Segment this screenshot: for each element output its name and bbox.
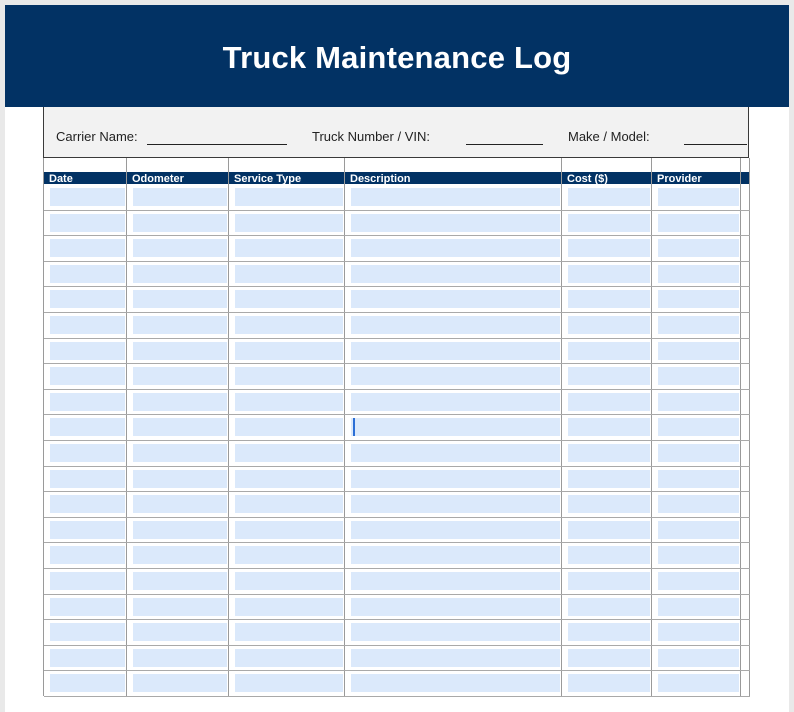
row-divider [44,645,750,646]
cell-date-input[interactable] [50,367,125,385]
cell-cost-input[interactable] [568,495,650,513]
cell-date-input[interactable] [50,495,125,513]
cell-date-input[interactable] [50,342,125,360]
truck-number-label: Truck Number / VIN: [312,129,430,144]
cell-description-input[interactable] [351,470,560,488]
carrier-name-field[interactable] [147,144,287,145]
row-divider [44,440,750,441]
cell-description-input[interactable] [351,444,560,462]
column-header-cost: Cost ($) [567,173,608,184]
column-divider [561,158,562,696]
column-header-service-type: Service Type [234,173,302,184]
cell-provider-input[interactable] [658,214,739,232]
cell-cost-input[interactable] [568,649,650,667]
cell-date-input[interactable] [50,239,125,257]
cell-date-input[interactable] [50,188,125,206]
cell-service-type-input[interactable] [235,572,343,590]
cell-provider-input[interactable] [658,572,739,590]
column-header-provider: Provider [657,173,702,184]
cell-date-input[interactable] [50,649,125,667]
cell-cost-input[interactable] [568,188,650,206]
cell-provider-input[interactable] [658,674,739,692]
row-divider [44,542,750,543]
cell-odometer-input[interactable] [133,239,227,257]
cell-odometer-input[interactable] [133,495,227,513]
cell-date-input[interactable] [50,623,125,641]
cell-odometer-input[interactable] [133,316,227,334]
row-divider [44,619,750,620]
cell-cost-input[interactable] [568,674,650,692]
cell-service-type-input[interactable] [235,649,343,667]
make-model-label: Make / Model: [568,129,650,144]
row-divider [44,594,750,595]
cell-service-type-input[interactable] [235,342,343,360]
cell-provider-input[interactable] [658,265,739,283]
cell-description-input[interactable] [351,316,560,334]
cell-cost-input[interactable] [568,444,650,462]
cell-description-input[interactable] [351,239,560,257]
cell-cost-input[interactable] [568,598,650,616]
cell-description-input[interactable] [351,393,560,411]
cell-date-input[interactable] [50,316,125,334]
cell-cost-input[interactable] [568,342,650,360]
cell-date-input[interactable] [50,470,125,488]
cell-description-input[interactable] [351,418,560,436]
cell-cost-input[interactable] [568,623,650,641]
truck-number-field[interactable] [466,144,543,145]
cell-date-input[interactable] [50,444,125,462]
cell-date-input[interactable] [50,214,125,232]
cell-odometer-input[interactable] [133,418,227,436]
cell-cost-input[interactable] [568,290,650,308]
row-divider [44,338,750,339]
cell-provider-input[interactable] [658,418,739,436]
column-divider [740,158,741,696]
cell-service-type-input[interactable] [235,521,343,539]
cell-provider-input[interactable] [658,393,739,411]
column-divider [749,158,750,696]
cell-provider-input[interactable] [658,623,739,641]
cell-date-input[interactable] [50,418,125,436]
cell-odometer-input[interactable] [133,444,227,462]
row-divider [44,261,750,262]
cell-service-type-input[interactable] [235,674,343,692]
cell-date-input[interactable] [50,546,125,564]
cell-odometer-input[interactable] [133,674,227,692]
cell-odometer-input[interactable] [133,572,227,590]
cell-provider-input[interactable] [658,649,739,667]
cell-provider-input[interactable] [658,290,739,308]
maintenance-table [43,158,750,698]
cell-cost-input[interactable] [568,546,650,564]
column-divider [344,158,345,696]
cell-service-type-input[interactable] [235,444,343,462]
cell-service-type-input[interactable] [235,623,343,641]
carrier-name-label: Carrier Name: [56,129,138,144]
row-divider [44,363,750,364]
column-divider [651,158,652,696]
cell-provider-input[interactable] [658,598,739,616]
cell-service-type-input[interactable] [235,546,343,564]
cell-service-type-input[interactable] [235,239,343,257]
cell-description-input[interactable] [351,265,560,283]
cell-description-input[interactable] [351,367,560,385]
cell-odometer-input[interactable] [133,470,227,488]
cell-cost-input[interactable] [568,214,650,232]
column-divider [43,158,44,696]
row-divider [44,466,750,467]
row-divider [44,568,750,569]
cell-provider-input[interactable] [658,521,739,539]
cell-cost-input[interactable] [568,316,650,334]
cell-cost-input[interactable] [568,470,650,488]
cell-date-input[interactable] [50,265,125,283]
row-divider [44,696,750,697]
cell-description-input[interactable] [351,214,560,232]
cell-service-type-input[interactable] [235,265,343,283]
cell-provider-input[interactable] [658,188,739,206]
cell-cost-input[interactable] [568,521,650,539]
cell-cost-input[interactable] [568,239,650,257]
cell-provider-input[interactable] [658,316,739,334]
cell-odometer-input[interactable] [133,623,227,641]
cell-provider-input[interactable] [658,470,739,488]
cell-cost-input[interactable] [568,418,650,436]
cell-service-type-input[interactable] [235,290,343,308]
cell-service-type-input[interactable] [235,367,343,385]
cell-description-input[interactable] [351,546,560,564]
cell-cost-input[interactable] [568,393,650,411]
cell-odometer-input[interactable] [133,521,227,539]
cell-cost-input[interactable] [568,367,650,385]
cell-odometer-input[interactable] [133,598,227,616]
row-divider [44,312,750,313]
cell-service-type-input[interactable] [235,598,343,616]
cell-provider-input[interactable] [658,444,739,462]
cell-date-input[interactable] [50,393,125,411]
cell-odometer-input[interactable] [133,290,227,308]
cell-service-type-input[interactable] [235,316,343,334]
cell-odometer-input[interactable] [133,214,227,232]
cell-service-type-input[interactable] [235,470,343,488]
cell-provider-input[interactable] [658,367,739,385]
column-divider [126,158,127,696]
cell-service-type-input[interactable] [235,393,343,411]
cell-service-type-input[interactable] [235,495,343,513]
cell-service-type-input[interactable] [235,418,343,436]
cell-description-input[interactable] [351,342,560,360]
row-divider [44,210,750,211]
cell-odometer-input[interactable] [133,342,227,360]
page [5,5,789,712]
cell-description-input[interactable] [351,649,560,667]
row-divider [44,491,750,492]
cell-service-type-input[interactable] [235,188,343,206]
cell-date-input[interactable] [50,521,125,539]
cell-odometer-input[interactable] [133,649,227,667]
row-divider [44,235,750,236]
cell-description-input[interactable] [351,572,560,590]
cell-odometer-input[interactable] [133,188,227,206]
cell-cost-input[interactable] [568,265,650,283]
cell-odometer-input[interactable] [133,546,227,564]
cell-date-input[interactable] [50,290,125,308]
cell-description-input[interactable] [351,188,560,206]
cell-odometer-input[interactable] [133,393,227,411]
cell-cost-input[interactable] [568,572,650,590]
header-banner [5,5,789,107]
cell-service-type-input[interactable] [235,214,343,232]
cell-description-input[interactable] [351,495,560,513]
row-divider [44,286,750,287]
cell-provider-input[interactable] [658,239,739,257]
cell-odometer-input[interactable] [133,367,227,385]
text-cursor [353,418,355,436]
cell-description-input[interactable] [351,623,560,641]
info-box [43,107,749,158]
page-title: Truck Maintenance Log [222,40,572,75]
cell-provider-input[interactable] [658,495,739,513]
column-header-odometer: Odometer [132,173,184,184]
cell-odometer-input[interactable] [133,265,227,283]
cell-provider-input[interactable] [658,546,739,564]
cell-description-input[interactable] [351,598,560,616]
cell-description-input[interactable] [351,674,560,692]
column-header-description: Description [350,173,411,184]
cell-date-input[interactable] [50,598,125,616]
cell-provider-input[interactable] [658,342,739,360]
cell-description-input[interactable] [351,290,560,308]
cell-date-input[interactable] [50,572,125,590]
cell-description-input[interactable] [351,521,560,539]
row-divider [44,670,750,671]
make-model-field[interactable] [684,144,747,145]
column-divider [228,158,229,696]
row-divider [44,517,750,518]
row-divider [44,414,750,415]
cell-date-input[interactable] [50,674,125,692]
row-divider [44,389,750,390]
column-header-date: Date [49,173,73,184]
